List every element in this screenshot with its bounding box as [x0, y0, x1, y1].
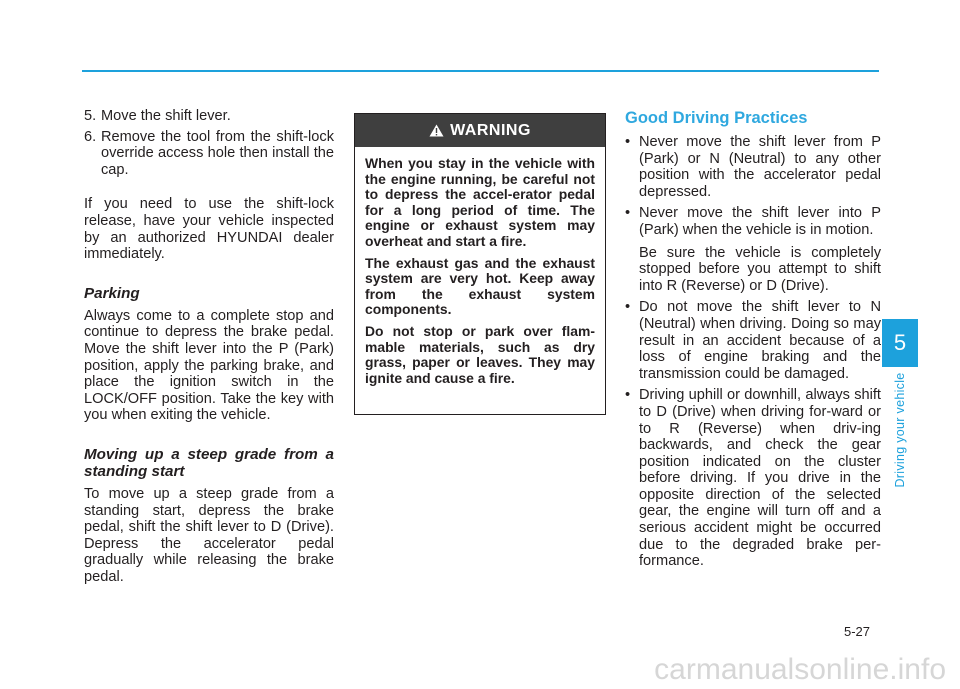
warning-paragraph: When you stay in the vehicle with the engine running, be careful not to depress the accel-erator pedal for a long period of time. The engine or exhaust system may overheat and start a fire. [365, 155, 595, 249]
bullet-text: Never move the shift lever from P (Park) or N (Neutral) to any other position with the accelerator pedal depressed. [639, 134, 881, 200]
bullet-dot: • [625, 299, 631, 316]
bullet-dot: • [625, 134, 631, 150]
bullet-item [625, 134, 881, 200]
step-text: Remove the tool from the shift-lock override access hole then install the cap. [101, 128, 334, 178]
steep-grade-heading: Moving up a steep grade from a standing start [84, 445, 334, 480]
chapter-label: Driving your vehicle [893, 372, 907, 488]
right-column [625, 109, 881, 575]
warning-body [355, 147, 605, 386]
shift-lock-paragraph: If you need to use the shift-lock release, have your vehicle inspected by an authorized HYUNDAI dealer immediately. [84, 196, 334, 263]
chapter-tab: 5 [882, 319, 918, 367]
steep-grade-paragraph: To move up a steep grade from a standing start, depress the brake pedal, shift the shift lever to D (Drive). Depress the accelerator pedal gradually while releasing the brake pedal. [84, 485, 334, 585]
section-title: Good Driving Practices [625, 109, 808, 127]
bullet-item [625, 299, 881, 382]
bullet-text: Be sure the vehicle is completely stopped before you attempt to shift into R (Reverse) or D (Drive). [639, 244, 881, 294]
bullet-dot: • [625, 387, 631, 404]
step-number: 5. [84, 108, 97, 124]
step-number: 6. [84, 128, 97, 145]
warning-triangle-icon [429, 124, 444, 137]
bullet-item [625, 205, 881, 294]
warning-header [355, 114, 605, 147]
parking-paragraph: Always come to a complete stop and continue to depress the brake pedal. Move the shift lever into the P (Park) position, apply the parking brake, and place the ignition switch in the LOCK/OFF position. Take the key with you when exiting the vehicle. [84, 307, 334, 424]
parking-heading: Parking [84, 284, 140, 302]
bullet-text: Never move the shift lever into P (Park) when the vehicle is in motion. [639, 205, 881, 238]
warning-box [354, 113, 606, 415]
bullet-item [625, 387, 881, 570]
left-column [84, 108, 334, 585]
step-text: Move the shift lever. [101, 108, 231, 124]
step-item [84, 129, 334, 179]
page-number: 5-27 [844, 624, 871, 639]
bullet-text: Do not move the shift lever to N (Neutral) when driving. Doing so may result in an accident because of a loss of engine braking and the transmission could be damaged. [639, 299, 881, 382]
warning-paragraph: Do not stop or park over flam-mable materials, such as dry grass, paper or leaves. They may ignite and cause a fire. [365, 322, 595, 386]
warning-paragraph: The exhaust gas and the exhaust system are very hot. Keep away from the exhaust system components. [365, 254, 595, 318]
header-rule [82, 70, 879, 72]
bullet-dot: • [625, 205, 631, 222]
watermark-text: carmanualsonline.info [654, 653, 946, 686]
step-item [84, 108, 334, 125]
warning-label: WARNING [450, 121, 531, 139]
bullet-text: Driving uphill or downhill, always shift to D (Drive) when driving for-ward or to R (Reverse) when driv-ing backwards, and check the gear position indicated on the cluster before driving. If you drive in the opposite direction of the selected gear, the engine will turn off and a serious accident might be occurred due to the degraded brake per-formance. [639, 387, 881, 570]
